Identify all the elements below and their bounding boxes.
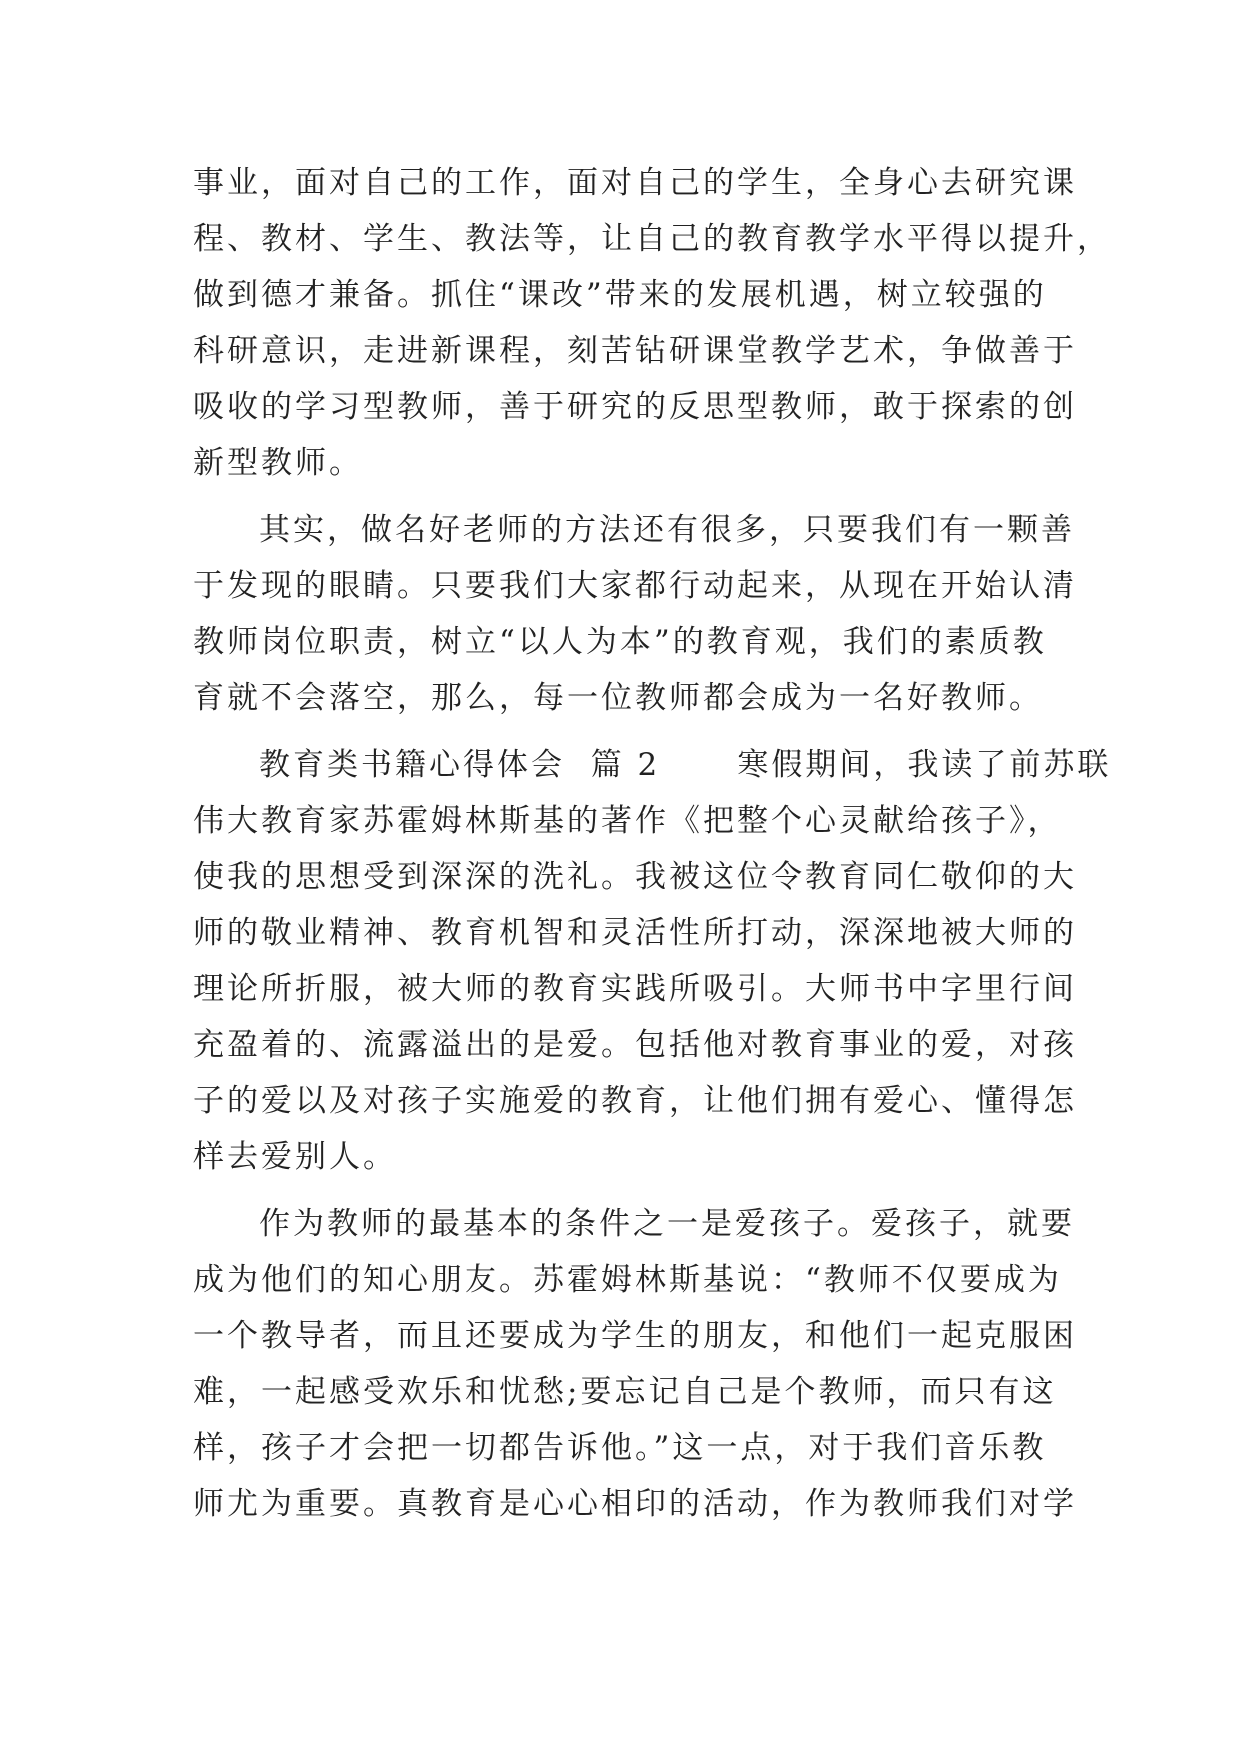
text-line: 成为他们的知心朋友。苏霍姆林斯基说：“教师不仅要成为: [193, 1262, 1062, 1298]
text-line: 事业，面对自己的工作，面对自己的学生，全身心去研究课: [193, 165, 1077, 201]
text-line: 充盈着的、流露溢出的是爱。包括他对教育事业的爱，对孩: [193, 1027, 1077, 1063]
text-line: 吸收的学习型教师，善于研究的反思型教师，敢于探索的创: [193, 389, 1077, 425]
text-line: 教师岗位职责，树立“以人为本”的教育观，我们的素质教: [193, 624, 1047, 660]
text-line: 难，一起感受欢乐和忧愁;要忘记自己是个教师，而只有这: [193, 1374, 1057, 1410]
section-heading-line: 教育类书籍心得体会 篇 2 寒假期间，我读了前苏联: [259, 747, 1112, 783]
text-line: 师的敬业精神、教育机智和灵活性所打动，深深地被大师的: [193, 915, 1077, 951]
text-line: 样去爱别人。: [193, 1139, 397, 1175]
text-line: 子的爱以及对孩子实施爱的教育，让他们拥有爱心、懂得怎: [193, 1083, 1077, 1119]
document-body: [193, 155, 1112, 1532]
text-line: 伟大教育家苏霍姆林斯基的著作《把整个心灵献给孩子》，: [193, 803, 1062, 839]
text-line: 师尤为重要。真教育是心心相印的活动，作为教师我们对学: [193, 1486, 1077, 1522]
text-line: 程、教材、学生、教法等，让自己的教育教学水平得以提升，: [193, 221, 1111, 257]
text-line: 科研意识，走进新课程，刻苦钻研课堂教学艺术，争做善于: [193, 333, 1077, 369]
text-line: 理论所折服，被大师的教育实践所吸引。大师书中字里行间: [193, 971, 1077, 1007]
text-line: 做到德才兼备。抓住“课改”带来的发展机遇，树立较强的: [193, 277, 1047, 313]
text-line: 作为教师的最基本的条件之一是爱孩子。爱孩子，就要: [259, 1206, 1075, 1242]
text-line: 样，孩子才会把一切都告诉他。”这一点，对于我们音乐教: [193, 1430, 1047, 1466]
text-line: 新型教师。: [193, 445, 363, 481]
text-line: 一个教导者，而且还要成为学生的朋友，和他们一起克服困: [193, 1318, 1077, 1354]
text-line: 育就不会落空，那么，每一位教师都会成为一名好教师。: [193, 680, 1043, 716]
text-line: 使我的思想受到深深的洗礼。我被这位令教育同仁敬仰的大: [193, 859, 1077, 895]
text-line: 其实，做名好老师的方法还有很多，只要我们有一颗善: [259, 512, 1075, 548]
text-line: 于发现的眼睛。只要我们大家都行动起来，从现在开始认清: [193, 568, 1077, 604]
